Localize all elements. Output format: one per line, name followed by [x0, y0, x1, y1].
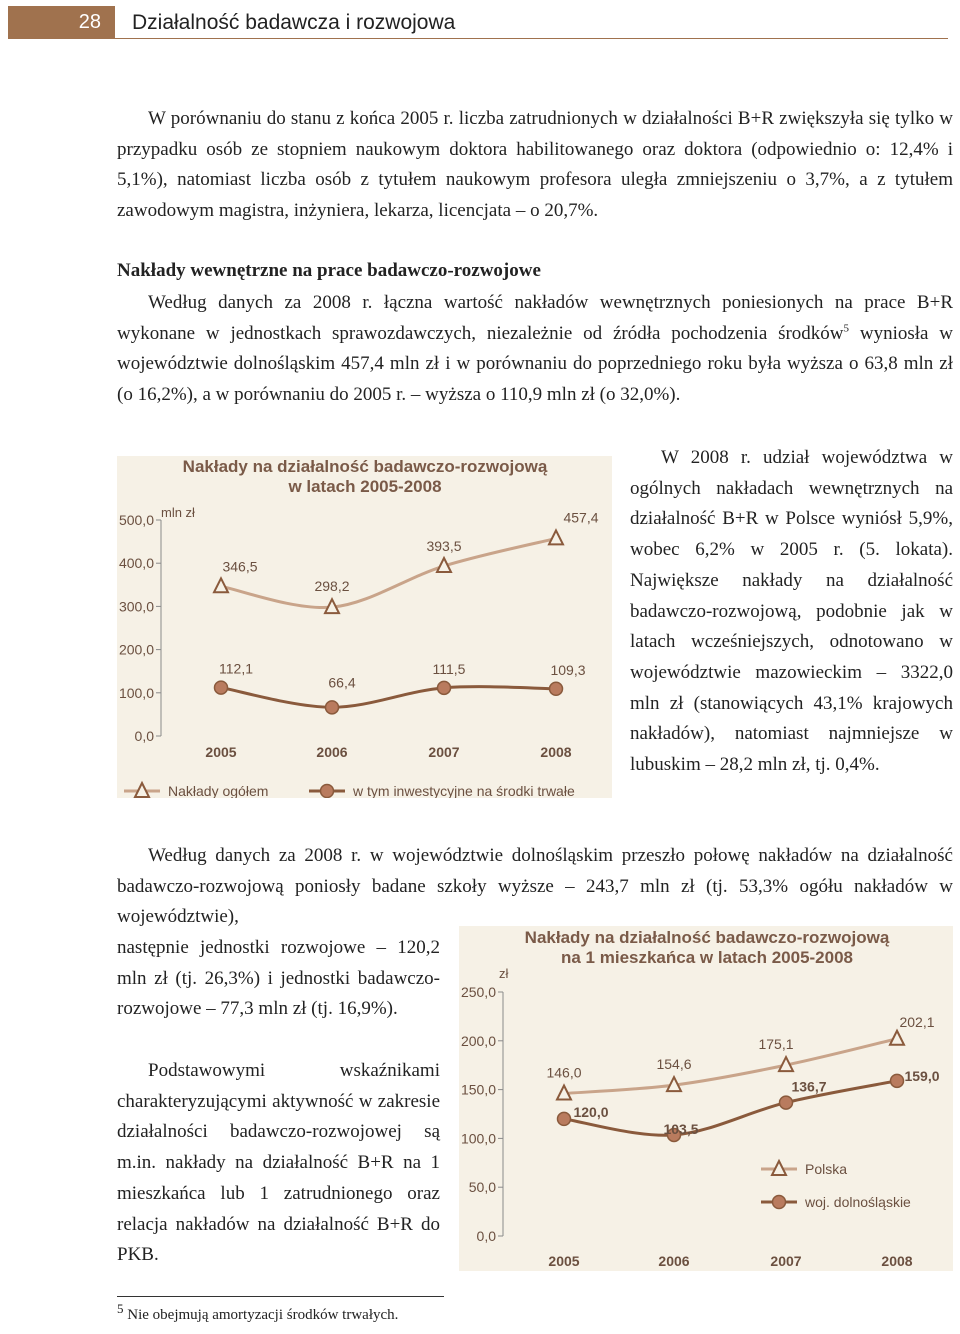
series-2-circle-marker	[215, 681, 228, 694]
data-label: 393,5	[426, 538, 462, 555]
x-tick-label: 2005	[548, 1253, 580, 1269]
x-tick-label: 2006	[658, 1253, 690, 1269]
data-label: 136,7	[791, 1078, 827, 1095]
data-label: 154,6	[656, 1056, 692, 1073]
x-tick-label: 2005	[205, 744, 237, 760]
y-tick-label: 50,0	[468, 1179, 496, 1196]
x-tick-label: 2007	[770, 1253, 802, 1269]
series-2-circle-marker	[438, 681, 451, 694]
y-tick-label: 500,0	[118, 512, 154, 528]
paragraph-expenditure-text-b: wyniosła w województwie dolnośląskim 457,4 mln zł i w porównaniu do poprzedniego roku była wyższa o 63,8 mln zł (o 16,2%), a w porównaniu do 2005 r. – wyższa o 110,9 mln zł (o 32,0%).	[117, 322, 954, 406]
footnote-ref: 5	[843, 322, 850, 335]
x-tick-label: 2008	[540, 744, 572, 760]
paragraph-expenditure-text-a: Według danych za 2008 r. łączna wartość nakładów wewnętrznych poniesionych na prace B+R wykonane w jednostkach sprawozdawczych, niezależnie od źródła pochodzenia środków	[117, 292, 953, 344]
series-line-1	[221, 538, 556, 607]
data-label: 457,4	[563, 509, 599, 526]
section-heading: Nakłady wewnętrzne na prace badawczo-rozwojowe	[117, 260, 541, 281]
y-axis-unit: zł	[499, 966, 509, 981]
chart-title: Nakłady na działalność badawczo-rozwojową	[182, 457, 548, 476]
data-label: 298,2	[314, 578, 350, 595]
footnote	[117, 1302, 398, 1328]
footnote-text: Nie obejmują amortyzacji środków trwałych.	[127, 1307, 399, 1323]
footnote-marker: 5	[117, 1301, 124, 1316]
data-label: 103,5	[663, 1120, 699, 1137]
data-label: 175,1	[758, 1036, 794, 1053]
chart-rd-expenditure	[117, 456, 612, 798]
y-tick-label: 0,0	[134, 728, 154, 744]
series-2-circle-marker	[326, 701, 339, 714]
series-2-circle-marker	[550, 682, 563, 695]
data-label: 346,5	[222, 558, 258, 575]
data-label: 66,4	[328, 674, 356, 691]
paragraph-indicators: Podstawowymi wskaźnikami charakteryzującymi aktywność w zakresie działalności badawczo-rozwojowej są m.in. nakłady na działalność B+R na 1 mieszkańca lub 1 zatrudnionego oraz relacja nakładów na działalność B+R do PKB.	[117, 1060, 440, 1266]
data-label: 146,0	[546, 1064, 582, 1081]
chart-rd-per-capita-svg	[459, 926, 953, 1271]
chart-rd-per-capita	[459, 926, 953, 1271]
paragraph-sectors-cont: następnie jednostki rozwojowe – 120,2 mln zł (tj. 26,3%) i jednostki badawczo-rozwojowe – 77,3 mln zł (tj. 16,9%).	[117, 937, 440, 1020]
y-tick-label: 100,0	[118, 684, 154, 701]
y-tick-label: 250,0	[460, 984, 496, 1000]
data-label: 159,0	[904, 1067, 940, 1084]
running-header-title: Działalność badawcza i rozwojowa	[132, 11, 456, 34]
page-number: 28	[8, 6, 115, 38]
y-tick-label: 0,0	[476, 1228, 496, 1244]
series-1-triangle-marker	[214, 578, 228, 592]
legend-label: w tym inwestycyjne na środki trwałe	[353, 783, 575, 798]
legend-circle-marker	[321, 785, 334, 798]
series-2-circle-marker	[891, 1074, 904, 1087]
y-tick-label: 400,0	[118, 555, 154, 572]
series-1-triangle-marker	[549, 530, 563, 544]
chart-title: Nakłady na działalność badawczo-rozwojową	[524, 928, 890, 947]
legend-label: Nakłady ogółem	[168, 783, 269, 798]
data-label: 111,5	[432, 660, 466, 677]
data-label: 120,0	[573, 1103, 609, 1120]
y-tick-label: 150,0	[460, 1081, 496, 1098]
series-line-1	[564, 1039, 897, 1094]
data-label: 112,1	[219, 660, 253, 677]
paragraph-share-poland: W 2008 r. udział województwa w ogólnych nakładach wewnętrznych na działalność B+R w Polsce wyniósł 5,9%, wobec 6,2% w 2005 r. (5. lokata). Największe nakłady na działalność badawczo-rozwojową, podobnie jak w latach wcześniejszych, odnotowano w województwie mazowieckim – 3322,0 mln zł (stanowiących 43,1% krajowych nakładów), natomiast najmniejsze w lubuskim – 28,2 mln zł, tj. 0,4%.	[630, 447, 953, 776]
x-tick-label: 2008	[881, 1253, 913, 1269]
legend-label: Polska	[805, 1161, 848, 1177]
y-tick-label: 100,0	[460, 1130, 496, 1147]
data-label: 202,1	[899, 1013, 935, 1030]
series-1-triangle-marker	[890, 1031, 904, 1045]
header-rule	[8, 38, 948, 39]
y-axis-unit: mln zł	[161, 505, 195, 520]
x-tick-label: 2007	[428, 744, 460, 760]
footnote-rule	[117, 1296, 444, 1297]
y-tick-label: 300,0	[118, 598, 154, 615]
y-tick-label: 200,0	[118, 641, 154, 658]
legend-circle-marker	[773, 1196, 786, 1209]
series-line-2	[221, 687, 556, 708]
x-tick-label: 2006	[316, 744, 348, 760]
series-2-circle-marker	[558, 1112, 571, 1125]
paragraph-employment: W porównaniu do stanu z końca 2005 r. liczba zatrudnionych w działalności B+R zwiększyła się tylko w przypadku osób ze stopniem naukowym doktora habilitowanego oraz doktora (odpowiednio o: 12,4% i 5,1%), natomiast liczba osób z tytułem naukowym profesora uległa zmniejszeniu o 3,7%, a z tytułem zawodowym magistra, inżyniera, lekarza, licencjata – o 20,7%.	[117, 108, 953, 222]
chart-rd-expenditure-svg	[117, 456, 612, 798]
chart-title-line2: na 1 mieszkańca w latach 2005-2008	[560, 948, 854, 967]
paragraph-expenditure	[117, 288, 953, 411]
paragraph-sectors: Według danych za 2008 r. w województwie dolnośląskim przeszło połowę nakładów na działalność badawczo-rozwojową poniosły badane szkoły wyższe – 243,7 mln zł (tj. 53,3% ogółu nakładów w województwie),	[117, 845, 953, 928]
legend-label: woj. dolnośląskie	[805, 1194, 911, 1210]
y-tick-label: 200,0	[460, 1032, 496, 1049]
chart-title-line2: w latach 2005-2008	[288, 477, 442, 496]
series-2-circle-marker	[780, 1096, 793, 1109]
data-label: 109,3	[550, 661, 586, 678]
